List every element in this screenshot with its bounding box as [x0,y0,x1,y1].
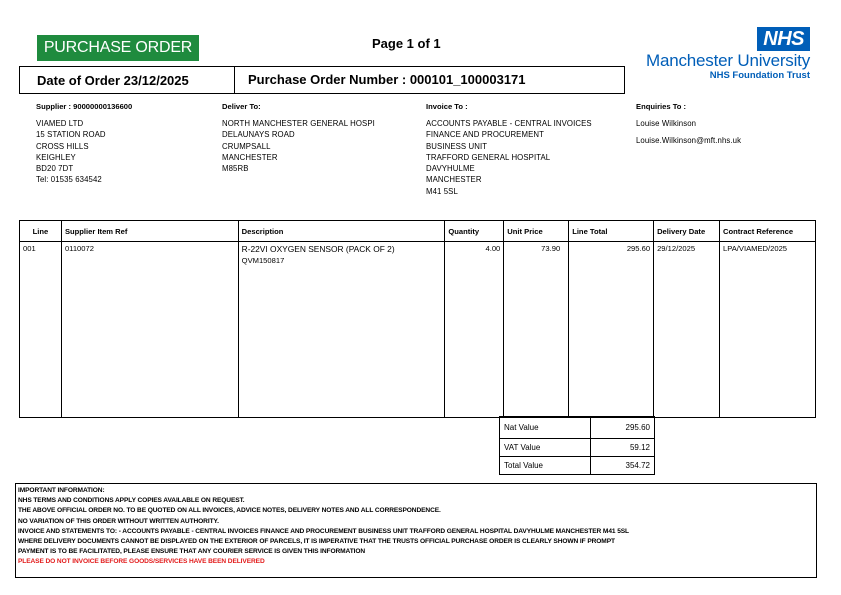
col-header-contract-ref: Contract Reference [720,221,816,242]
col-header-description: Description [238,221,445,242]
total-value: 354.72 [591,457,655,475]
item-description: R-22VI OXYGEN SENSOR (PACK OF 2) [241,244,395,254]
table-header-row [20,221,816,242]
cell-quantity: 4.00 [445,242,504,418]
order-lines-table [19,220,816,418]
col-header-line: Line [20,221,62,242]
order-date: Date of Order 23/12/2025 [37,73,189,88]
cell-description [238,242,445,418]
net-value: 295.60 [591,417,655,439]
vat-value: 59.12 [591,439,655,457]
deliver-to-heading: Deliver To: [222,102,261,111]
invoice-to-address: ACCOUNTS PAYABLE - CENTRAL INVOICES FINANCE AND PROCUREMENT BUSINESS UNIT TRAFFORD GENERAL HOSPITAL DAVYHULME MANCHESTER M41 5SL [426,119,592,196]
cell-line-total: 295.60 [569,242,654,418]
col-header-line-total: Line Total [569,221,654,242]
total-value-label: Total Value [500,457,591,475]
cell-delivery-date: 29/12/2025 [654,242,720,418]
enquiries-email: Louise.Wilkinson@mft.nhs.uk [636,136,742,146]
col-header-unit-price: Unit Price [504,221,569,242]
cell-unit-price: 73.90 [504,242,569,418]
col-header-supplier-ref: Supplier Item Ref [61,221,238,242]
org-subtitle: NHS Foundation Trust [709,70,810,81]
cell-supplier-ref: 0110072 [61,242,238,418]
order-header-divider [234,67,235,93]
info-delivery-docs: WHERE DELIVERY DOCUMENTS CANNOT BE DISPLAYED ON THE EXTERIOR OF PARCELS, IT IS IMPERATIVE THAT THE TRUSTS OFFICIAL PURCHASE ORDER IS CLEARLY SHOWN IF PROMPT [18,538,615,546]
page-indicator: Page 1 of 1 [372,36,441,51]
supplier-address: VIAMED LTD 15 STATION ROAD CROSS HILLS KEIGHLEY BD20 7DT Tel: 01535 634542 [36,119,106,185]
purchase-order-title: PURCHASE ORDER [37,35,199,61]
info-quote-order: THE ABOVE OFFICIAL ORDER NO. TO BE QUOTED ON ALL INVOICES, ADVICE NOTES, DELIVERY NOTES AND ALL CORRESPONDENCE. [18,507,441,515]
purchase-order-number: Purchase Order Number : 000101_100003171 [248,72,526,87]
cell-line: 001 [20,242,62,418]
nhs-logo [628,27,810,81]
item-code: QVM150817 [241,256,285,265]
info-no-variation: NO VARIATION OF THIS ORDER WITHOUT WRITTEN AUTHORITY. [18,517,219,525]
total-value-row [500,457,655,475]
enquiries-heading: Enquiries To : [636,102,687,111]
net-value-row [500,417,655,439]
info-warning: PLEASE DO NOT INVOICE BEFORE GOODS/SERVICES HAVE BEEN DELIVERED [18,558,265,566]
enquiries-name: Louise Wilkinson [636,119,697,128]
info-terms: NHS TERMS AND CONDITIONS APPLY COPIES AVAILABLE ON REQUEST. [18,497,245,505]
col-header-quantity: Quantity [445,221,504,242]
info-heading: IMPORTANT INFORMATION: [18,487,105,494]
vat-value-label: VAT Value [500,439,591,457]
order-header-box [19,66,625,94]
org-name: Manchester University [646,51,810,70]
enquiries-block [636,102,741,147]
info-invoice-address: INVOICE AND STATEMENTS TO: - ACCOUNTS PAYABLE - CENTRAL INVOICES FINANCE AND PROCUREMENT BUSINESS UNIT TRAFFORD GENERAL HOSPITAL DAVYHULME MANCHESTER M41 5SL [18,527,629,535]
deliver-to-block [222,102,375,174]
cell-contract-ref: LPA/VIAMED/2025 [720,242,816,418]
table-row [20,242,816,418]
supplier-block [36,102,132,186]
important-information [15,483,817,578]
totals-table [499,416,655,475]
supplier-heading: Supplier : 90000000136600 [36,102,133,111]
invoice-to-block [426,102,592,197]
vat-value-row [500,439,655,457]
nhs-logo-mark: NHS [757,27,810,51]
col-header-delivery-date: Delivery Date [654,221,720,242]
net-value-label: Nat Value [500,417,591,439]
invoice-to-heading: Invoice To : [426,102,468,111]
deliver-to-address: NORTH MANCHESTER GENERAL HOSPI DELAUNAYS ROAD CRUMPSALL MANCHESTER M85RB [222,119,375,174]
info-courier: PAYMENT IS TO BE FACILITATED, PLEASE ENSURE THAT ANY COURIER SERVICE IS GIVEN THIS INFORMATION [18,548,366,556]
